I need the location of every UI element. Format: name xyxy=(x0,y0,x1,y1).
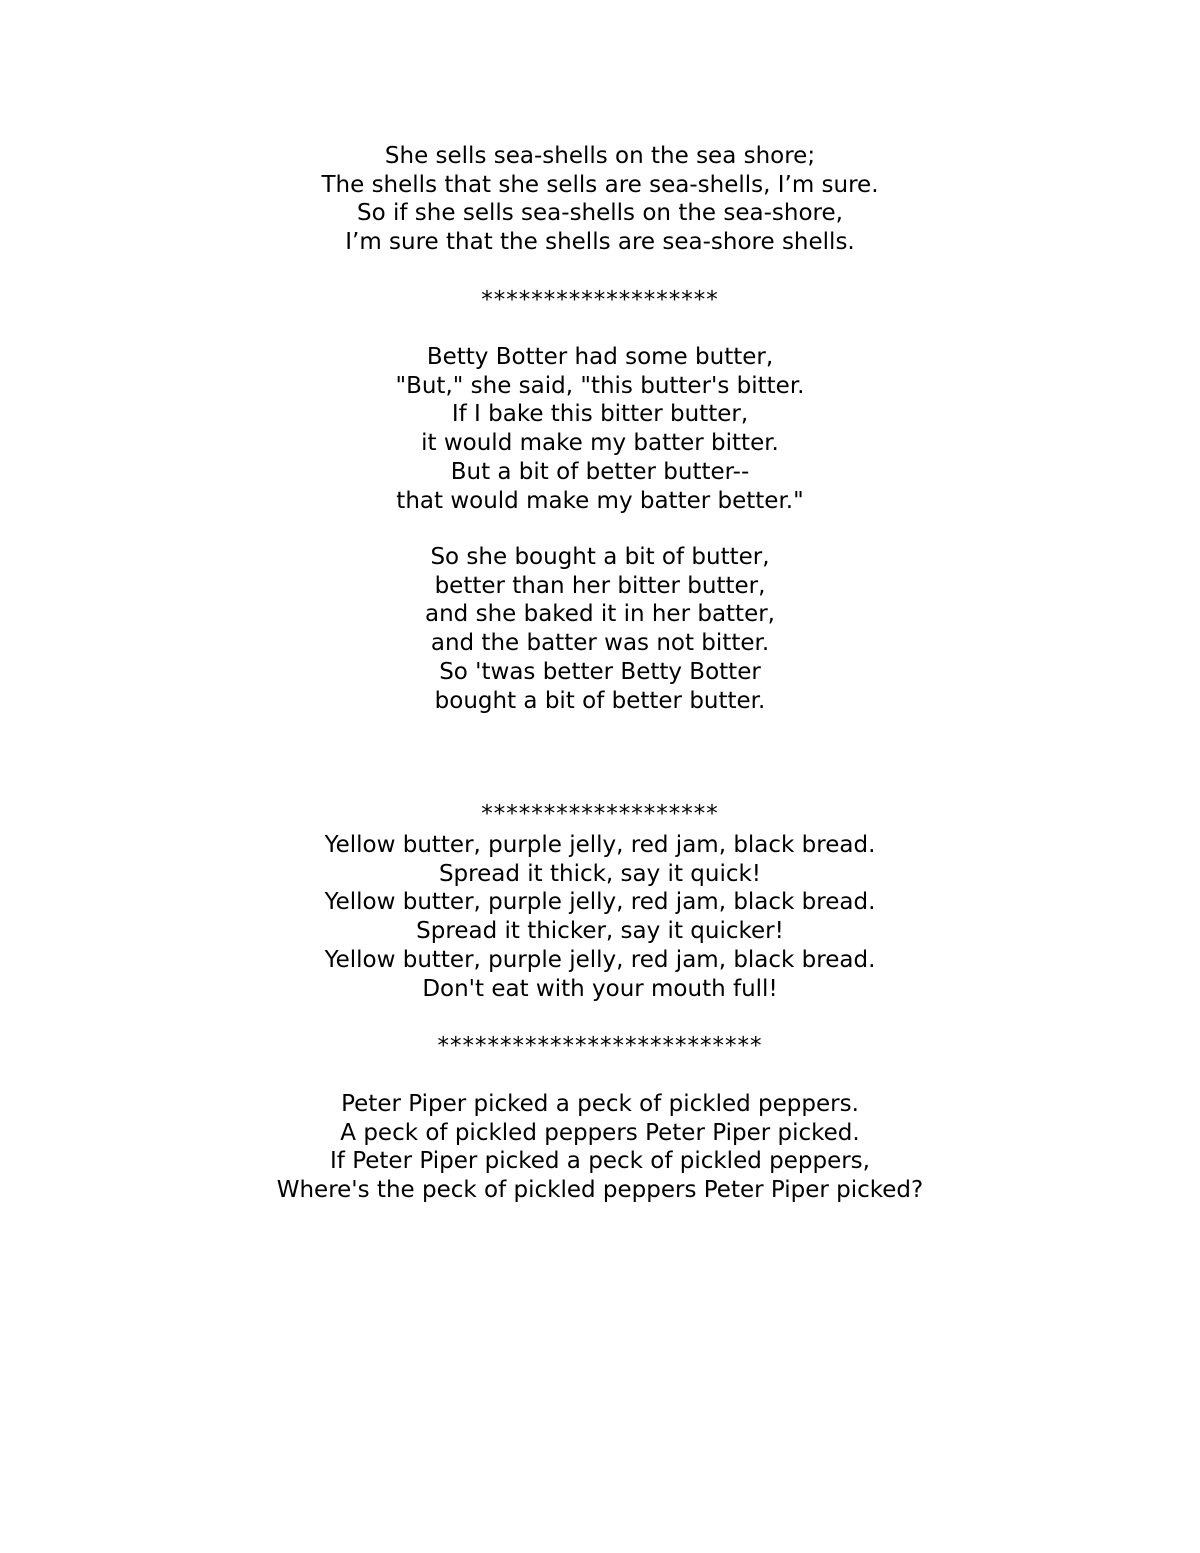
asterisk-separator: ******************* xyxy=(481,287,719,313)
poem-line: Where's the peck of pickled peppers Peter Piper picked? xyxy=(276,1177,924,1204)
poem-line: I’m sure that the shells are sea-shore shells. xyxy=(345,229,855,256)
poem-line: better than her bitter butter, xyxy=(434,572,766,599)
peter-piper-stanza xyxy=(0,1090,1200,1205)
poem-line: and the batter was not bitter. xyxy=(430,630,770,657)
poem-line: So she bought a bit of butter, xyxy=(430,544,770,570)
poem-line: Betty Botter had some butter, xyxy=(426,344,774,370)
poem-line: A peck of pickled peppers Peter Piper picked. xyxy=(340,1119,860,1146)
betty-botter-stanza-2 xyxy=(0,543,1200,715)
poem-line: So if she sells sea-shells on the sea-shore, xyxy=(357,200,843,227)
poem-line: Yellow butter, purple jelly, red jam, black bread. xyxy=(324,946,876,973)
poem-line: "But," she said, "this butter's bitter. xyxy=(395,372,805,399)
poem-line: that would make my batter better." xyxy=(396,487,804,514)
sea-shells-stanza xyxy=(0,142,1200,257)
poem-line: Spread it thick, say it quick! xyxy=(438,860,762,887)
yellow-butter-stanza xyxy=(0,831,1200,1003)
poem-line: Peter Piper picked a peck of pickled peppers. xyxy=(341,1091,859,1117)
poem-line: If Peter Piper picked a peck of pickled peppers, xyxy=(330,1148,870,1175)
poem-line: it would make my batter bitter. xyxy=(421,430,779,457)
poem-line: So 'twas better Betty Botter xyxy=(439,658,761,685)
poem-line: Yellow butter, purple jelly, red jam, black bread. xyxy=(324,889,876,916)
asterisk-separator: ******************* xyxy=(481,801,719,827)
poem-line: and she baked it in her batter, xyxy=(425,601,775,628)
poem-line: She sells sea-shells on the sea shore; xyxy=(384,143,816,169)
poem-line: bought a bit of better butter. xyxy=(434,687,766,714)
poem-line: Don't eat with your mouth full! xyxy=(422,975,778,1002)
poem-line: Spread it thicker, say it quicker! xyxy=(416,918,784,945)
asterisk-separator: ************************** xyxy=(437,1033,763,1059)
poem-line: If I bake this bitter butter, xyxy=(451,401,749,428)
poem-line: But a bit of better butter-- xyxy=(450,458,750,485)
betty-botter-stanza-1 xyxy=(0,343,1200,515)
poem-line: The shells that she sells are sea-shells, I’m sure. xyxy=(321,171,879,198)
poem-line: Yellow butter, purple jelly, red jam, black bread. xyxy=(324,832,876,858)
